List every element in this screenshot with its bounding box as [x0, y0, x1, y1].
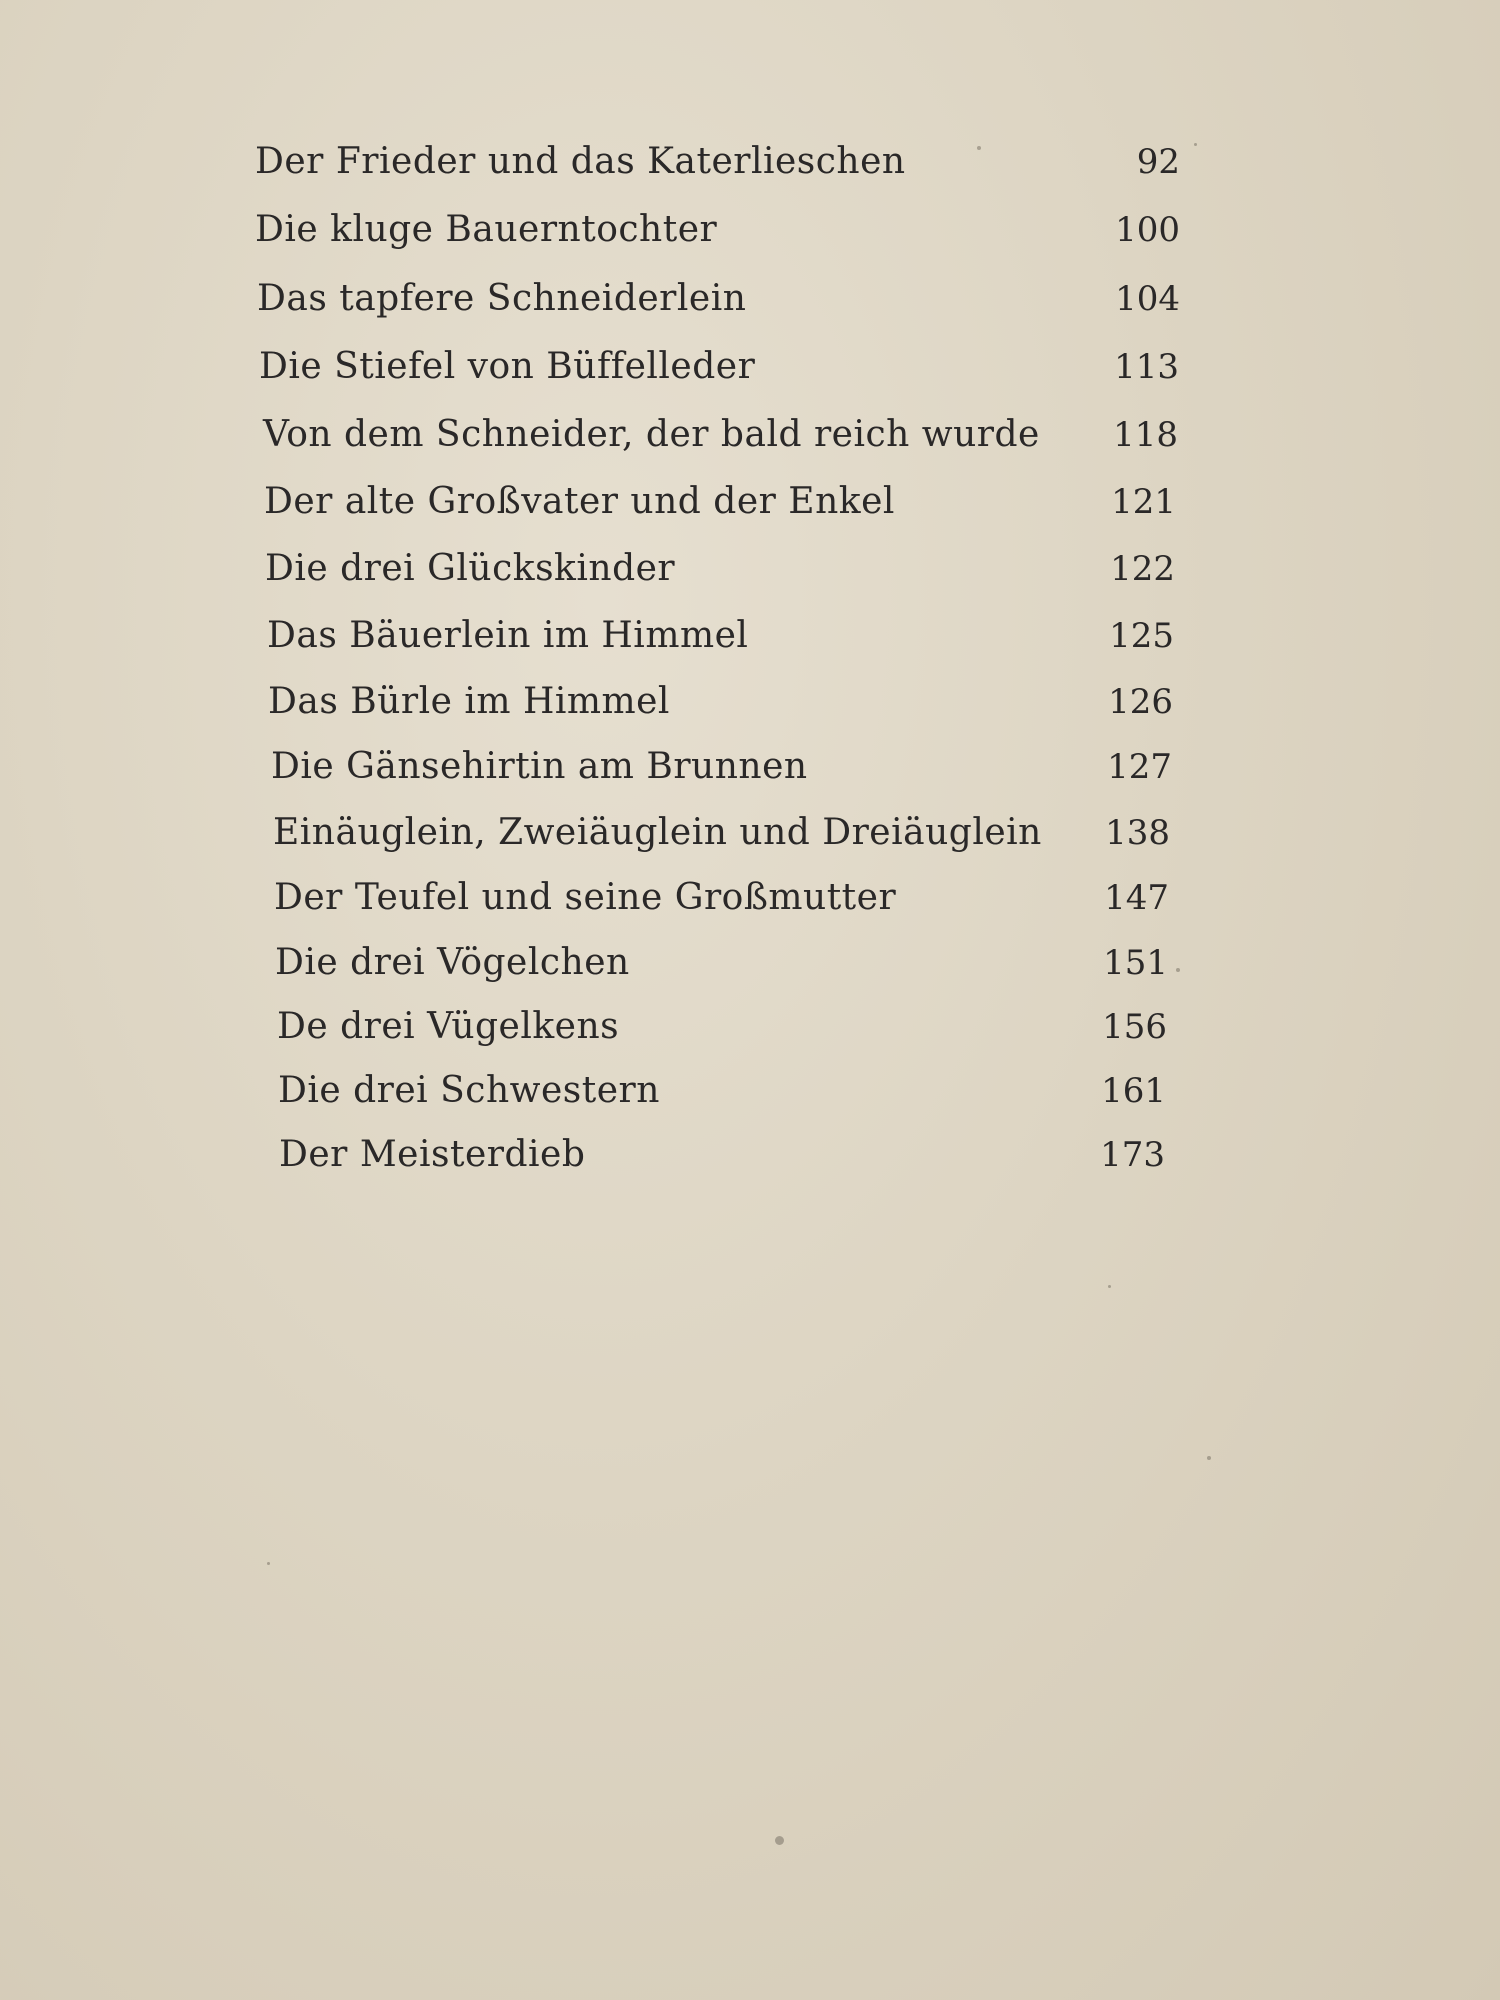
toc-entry-title: Die Stiefel von Büffelleder: [259, 346, 756, 387]
paper-speck: [1176, 968, 1180, 972]
toc-entry-title: Der alte Großvater und der Enkel: [264, 481, 895, 522]
toc-entry-page: 121: [1111, 482, 1176, 522]
toc-entry: [275, 938, 1205, 988]
paper-speck: [775, 1836, 784, 1845]
toc-entry-title: Das tapfere Schneiderlein: [257, 278, 747, 319]
toc-entry-title: Die Gänsehirtin am Brunnen: [271, 746, 808, 787]
toc-entry-page: 125: [1109, 616, 1174, 656]
toc-entry: [263, 410, 1193, 460]
toc-entry: [255, 137, 1185, 187]
toc-entry-page: 151: [1103, 943, 1168, 983]
toc-entry: [264, 477, 1194, 527]
toc-entry-page: 126: [1108, 682, 1173, 722]
toc-entry: [279, 1130, 1209, 1180]
toc-entry-page: 127: [1107, 747, 1172, 787]
toc-entry: [255, 205, 1185, 255]
paper-speck: [1194, 143, 1197, 146]
toc-entry-page: 113: [1114, 347, 1179, 387]
toc-entry-title: Die drei Glückskinder: [265, 548, 676, 589]
paper-speck: [977, 146, 981, 150]
toc-entry-title: Die kluge Bauerntochter: [255, 209, 718, 250]
toc-entry: [265, 544, 1195, 594]
toc-entry: [271, 742, 1201, 792]
toc-entry-title: Die drei Vögelchen: [275, 942, 630, 983]
toc-entry: [273, 808, 1203, 858]
toc-entry: [259, 342, 1189, 392]
toc-entry-title: Der Frieder und das Katerlieschen: [255, 141, 906, 182]
toc-entry-title: Die drei Schwestern: [278, 1070, 660, 1111]
paper-speck: [1207, 1456, 1211, 1460]
toc-entry-title: De drei Vügelkens: [277, 1006, 620, 1047]
toc-entry-page: 104: [1115, 279, 1180, 319]
toc-entry-page: 138: [1105, 813, 1170, 853]
toc-entry: [268, 677, 1198, 727]
toc-entry-title: Einäuglein, Zweiäuglein und Dreiäuglein: [273, 812, 1042, 853]
toc-entry-page: 161: [1101, 1071, 1166, 1111]
toc-entry-title: Von dem Schneider, der bald reich wurde: [263, 414, 1040, 455]
toc-entry-title: Der Teufel und seine Großmutter: [274, 877, 897, 918]
toc-entry-title: Das Bürle im Himmel: [268, 681, 670, 722]
toc-entry: [278, 1066, 1208, 1116]
toc-entry-title: Der Meisterdieb: [279, 1134, 586, 1175]
toc-entry-title: Das Bäuerlein im Himmel: [267, 615, 749, 656]
toc-entry-page: 92: [1136, 142, 1180, 182]
toc-entry: [277, 1002, 1207, 1052]
paper-speck: [267, 1562, 270, 1565]
toc-entry-page: 147: [1104, 878, 1169, 918]
toc-entry: [274, 873, 1204, 923]
toc-entry: [257, 274, 1187, 324]
toc-entry-page: 100: [1115, 210, 1180, 250]
toc-entry: [267, 611, 1197, 661]
toc-entry-page: 122: [1110, 549, 1175, 589]
toc-entry-page: 156: [1102, 1007, 1167, 1047]
paper-speck: [1108, 1285, 1111, 1288]
toc-entry-page: 118: [1113, 415, 1178, 455]
toc-entry-page: 173: [1100, 1135, 1165, 1175]
